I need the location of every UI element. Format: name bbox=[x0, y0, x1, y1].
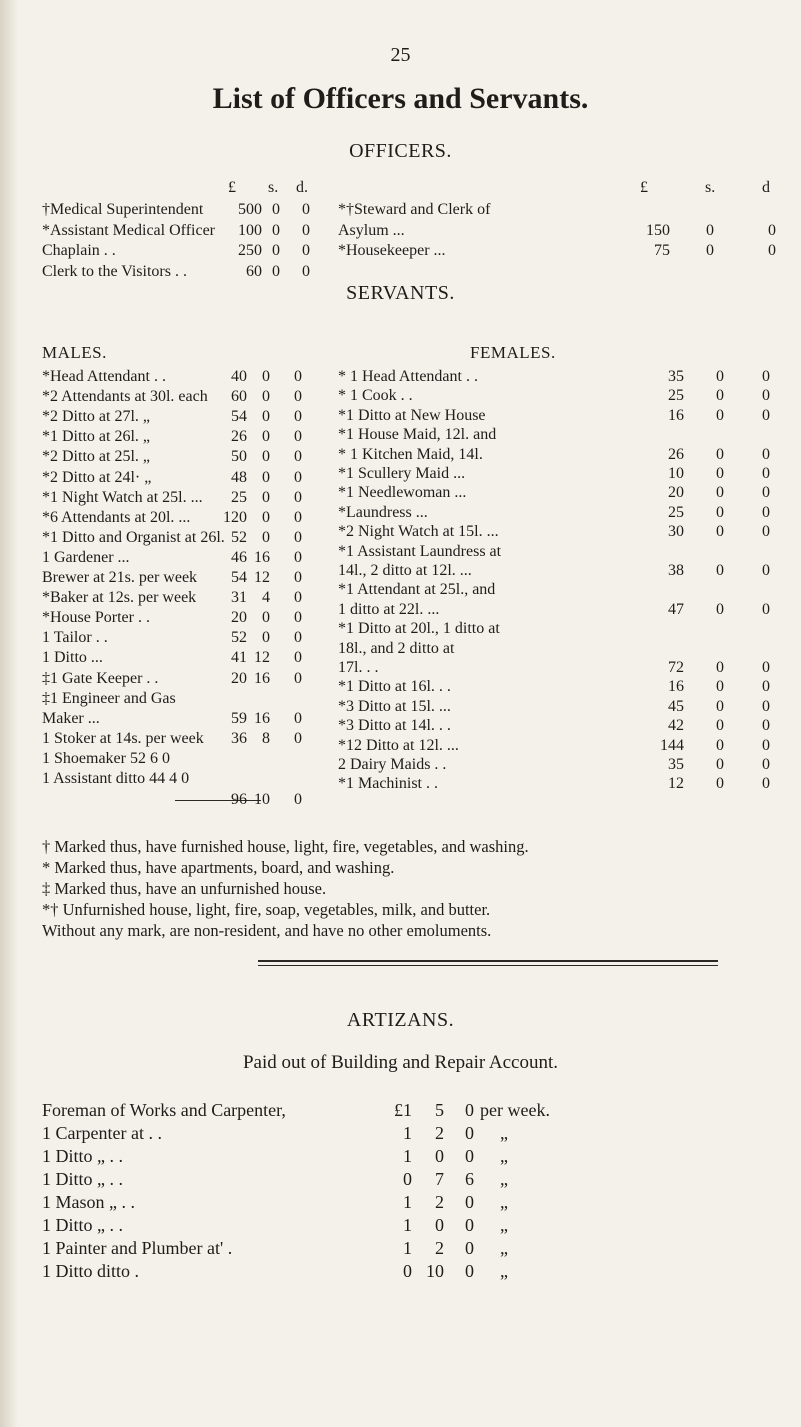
female-servant-row-pence: 0 bbox=[762, 717, 770, 735]
artizan-pence: 0 bbox=[465, 1238, 474, 1258]
female-servant-row-pence: 0 bbox=[762, 562, 770, 579]
footnote-line: Without any mark, are non-resident, and have no other emoluments. bbox=[42, 921, 492, 940]
females-heading: FEMALES. bbox=[470, 343, 556, 362]
artizan-pounds: 0 bbox=[403, 1169, 412, 1189]
officer-right-row-pounds: 150 bbox=[646, 221, 670, 239]
female-servant-row-name: *1 Ditto at New House bbox=[338, 406, 486, 424]
officer-right-row-name: Asylum ... bbox=[338, 221, 405, 239]
male-servant-row-pence: 0 bbox=[294, 729, 302, 747]
male-servant-row-name: 1 Stoker at 14s. per week bbox=[42, 729, 204, 747]
male-servant-row-pounds: 31 bbox=[231, 589, 247, 607]
officers-right-pound-header: £ bbox=[640, 179, 648, 196]
male-servant-row-pounds: 20 bbox=[231, 609, 247, 627]
male-servant-row-pence: 0 bbox=[294, 448, 302, 466]
female-servant-row-name: 17l. . . bbox=[338, 659, 379, 676]
officer-row-name: Clerk to the Visitors . . bbox=[42, 262, 187, 280]
female-servant-row-pounds: 26 bbox=[668, 445, 684, 463]
female-servant-row-pence: 0 bbox=[762, 659, 770, 676]
female-servant-row-shillings: 0 bbox=[716, 503, 724, 521]
male-servant-row-pounds: 120 bbox=[223, 508, 247, 526]
female-servant-row-pence: 0 bbox=[762, 523, 770, 541]
male-servant-row-pounds: 41 bbox=[231, 649, 247, 667]
artizan-name: Foreman of Works and Carpenter, bbox=[42, 1100, 286, 1120]
male-servant-row-shillings: 0 bbox=[262, 488, 270, 506]
male-servant-row-shillings: 4 bbox=[262, 589, 270, 607]
artizan-name: 1 Mason „ . . bbox=[42, 1192, 135, 1212]
officer-row-name: †Medical Superintendent bbox=[42, 201, 204, 218]
artizan-pence: 6 bbox=[465, 1169, 474, 1189]
artizan-shillings: 2 bbox=[435, 1192, 444, 1212]
female-servant-row-pence: 0 bbox=[762, 368, 770, 385]
page-number: 25 bbox=[390, 44, 411, 66]
artizan-name: 1 Ditto ditto . bbox=[42, 1261, 140, 1281]
officer-right-row-pounds: 75 bbox=[654, 242, 670, 259]
artizan-shillings: 10 bbox=[426, 1261, 444, 1281]
female-servant-row-shillings: 0 bbox=[716, 756, 724, 773]
male-servant-row-pence: 0 bbox=[294, 468, 302, 486]
artizan-unit: „ bbox=[500, 1215, 508, 1235]
officer-row-pounds: 100 bbox=[238, 221, 262, 239]
male-servant-row-pence: 0 bbox=[294, 548, 302, 566]
female-servant-row-pounds: 25 bbox=[668, 503, 684, 521]
female-servant-row-pounds: 42 bbox=[668, 717, 684, 735]
female-servant-row-pounds: 35 bbox=[668, 368, 684, 385]
female-servant-row-pence: 0 bbox=[762, 445, 770, 463]
male-servant-row-name: *Head Attendant . . bbox=[42, 368, 166, 385]
artizan-name: 1 Painter and Plumber at' . bbox=[42, 1238, 233, 1258]
artizan-shillings: 2 bbox=[435, 1238, 444, 1258]
artizan-pence: 0 bbox=[465, 1192, 474, 1212]
male-servant-row-name: *2 Ditto at 25l. „ bbox=[42, 448, 150, 466]
officer-row-pence: 0 bbox=[302, 262, 310, 280]
officer-right-row-shillings: 0 bbox=[706, 242, 714, 259]
female-servant-row-name: *3 Ditto at 15l. ... bbox=[338, 697, 451, 715]
page-title: List of Officers and Servants. bbox=[212, 82, 589, 115]
male-servant-row-name: 1 Ditto ... bbox=[42, 649, 103, 667]
artizan-name: 1 Ditto „ . . bbox=[42, 1215, 123, 1235]
female-servant-row-name: *1 Scullery Maid ... bbox=[338, 465, 466, 482]
male-servant-row-pence: 0 bbox=[294, 528, 302, 546]
female-servant-row-name: * 1 Cook . . bbox=[338, 387, 413, 405]
male-servant-row-pounds: 48 bbox=[231, 468, 247, 486]
officers-shilling-header: s. bbox=[268, 179, 279, 196]
officer-right-row-pence: 0 bbox=[768, 221, 776, 239]
artizan-unit: „ bbox=[500, 1238, 508, 1258]
female-servant-row-name: *1 Machinist . . bbox=[338, 775, 438, 793]
artizan-unit: „ bbox=[500, 1123, 508, 1143]
artizan-pounds: 1 bbox=[403, 1238, 412, 1258]
female-servant-row-pence: 0 bbox=[762, 484, 770, 502]
male-servant-row-pence: 0 bbox=[294, 408, 302, 426]
male-servant-row-shillings: 0 bbox=[262, 368, 270, 385]
female-servant-row-shillings: 0 bbox=[716, 600, 724, 618]
officer-right-row-name: *†Steward and Clerk of bbox=[338, 201, 491, 218]
male-servant-row-shillings: 16 bbox=[254, 669, 270, 687]
male-servant-row-pounds: 52 bbox=[231, 629, 247, 647]
footnote-line: ‡ Marked thus, have an unfurnished house. bbox=[42, 879, 327, 898]
female-servant-row-pounds: 20 bbox=[668, 484, 684, 502]
male-servant-row-name: 1 Assistant ditto 44 4 0 bbox=[42, 770, 190, 787]
officer-row-pence: 0 bbox=[302, 221, 310, 239]
female-servant-row-pounds: 12 bbox=[668, 775, 684, 793]
male-servant-row-name: *1 Night Watch at 25l. ... bbox=[42, 488, 203, 506]
artizan-pounds: 1 bbox=[403, 1215, 412, 1235]
male-servant-row-pounds: 52 bbox=[231, 528, 247, 546]
male-servant-row-shillings: 12 bbox=[254, 649, 270, 667]
female-servant-row-name: 18l., and 2 ditto at bbox=[338, 639, 455, 657]
female-servant-row-shillings: 0 bbox=[716, 736, 724, 754]
male-servant-row-name: Brewer at 21s. per week bbox=[42, 569, 198, 586]
male-servant-row-pence: 0 bbox=[294, 649, 302, 667]
female-servant-row-shillings: 0 bbox=[716, 775, 724, 793]
artizan-pounds: 1 bbox=[403, 1192, 412, 1212]
male-servant-row-shillings: 0 bbox=[262, 468, 270, 486]
officer-row-shillings: 0 bbox=[272, 201, 280, 218]
male-servant-row-pounds: 50 bbox=[231, 448, 247, 466]
male-servant-row-shillings: 0 bbox=[262, 428, 270, 446]
officers-heading: OFFICERS. bbox=[349, 140, 452, 162]
female-servant-row-shillings: 0 bbox=[716, 562, 724, 579]
artizan-pounds: £1 bbox=[394, 1100, 412, 1120]
artizan-shillings: 7 bbox=[435, 1169, 444, 1189]
female-servant-row-shillings: 0 bbox=[716, 406, 724, 424]
artizan-pence: 0 bbox=[465, 1261, 474, 1281]
female-servant-row-pounds: 47 bbox=[668, 600, 684, 618]
artizan-unit: per week. bbox=[480, 1100, 550, 1120]
male-servant-row-pence: 0 bbox=[294, 609, 302, 627]
female-servant-row-pence: 0 bbox=[762, 678, 770, 696]
officer-row-pounds: 60 bbox=[246, 262, 262, 280]
male-servant-row-name: *1 Ditto at 26l. „ bbox=[42, 428, 150, 446]
artizan-unit: „ bbox=[500, 1169, 508, 1189]
double-rule-top bbox=[258, 960, 718, 962]
male-servant-row-pence: 0 bbox=[294, 508, 302, 526]
officer-row-shillings: 0 bbox=[272, 242, 280, 259]
artizan-unit: „ bbox=[500, 1192, 508, 1212]
artizan-shillings: 5 bbox=[435, 1100, 444, 1120]
female-servant-row-shillings: 0 bbox=[716, 717, 724, 735]
male-servant-row-pounds: 59 bbox=[231, 709, 247, 727]
female-servant-row-shillings: 0 bbox=[716, 484, 724, 502]
officer-right-row-name: *Housekeeper ... bbox=[338, 242, 446, 259]
female-servant-row-shillings: 0 bbox=[716, 523, 724, 541]
female-servant-row-name: * 1 Head Attendant . . bbox=[338, 368, 478, 385]
artizan-pounds: 1 bbox=[403, 1123, 412, 1143]
female-servant-row-pence: 0 bbox=[762, 387, 770, 405]
female-servant-row-pounds: 144 bbox=[660, 736, 684, 754]
female-servant-row-name: *1 Attendant at 25l., and bbox=[338, 581, 496, 599]
male-servant-row-pence: 0 bbox=[294, 569, 302, 586]
male-servant-row-shillings: 12 bbox=[254, 569, 270, 586]
female-servant-row-name: * 1 Kitchen Maid, 14l. bbox=[338, 445, 483, 463]
male-servant-row-pounds: 20 bbox=[231, 669, 247, 687]
male-servant-row-pence: 0 bbox=[294, 709, 302, 727]
male-servant-row-pence: 0 bbox=[294, 428, 302, 446]
female-servant-row-shillings: 0 bbox=[716, 659, 724, 676]
female-servant-row-pence: 0 bbox=[762, 465, 770, 482]
female-servant-row-shillings: 0 bbox=[716, 387, 724, 405]
female-servant-row-pounds: 38 bbox=[668, 562, 684, 579]
male-servant-row-pounds: 36 bbox=[231, 729, 247, 747]
officer-row-pounds: 500 bbox=[238, 201, 262, 218]
male-servant-row-pence: 0 bbox=[294, 388, 302, 406]
female-servant-row-pounds: 72 bbox=[668, 659, 684, 676]
males-heading: MALES. bbox=[42, 343, 107, 362]
male-servant-row-name: 1 Shoemaker 52 6 0 bbox=[42, 749, 170, 767]
female-servant-row-name: *1 Needlewoman ... bbox=[338, 484, 467, 502]
officers-pound-header: £ bbox=[228, 179, 236, 196]
female-servant-row-name: *12 Ditto at 12l. ... bbox=[338, 736, 459, 754]
male-servant-row-name: *2 Attendants at 30l. each bbox=[42, 388, 208, 406]
female-servant-row-name: *Laundress ... bbox=[338, 503, 428, 521]
female-servant-row-shillings: 0 bbox=[716, 465, 724, 482]
female-servant-row-pence: 0 bbox=[762, 697, 770, 715]
artizan-name: 1 Ditto „ . . bbox=[42, 1146, 123, 1166]
officer-row-pounds: 250 bbox=[238, 242, 262, 259]
officer-right-row-pence: 0 bbox=[768, 242, 776, 259]
artizan-pence: 0 bbox=[465, 1146, 474, 1166]
female-servant-row-name: 1 ditto at 22l. ... bbox=[338, 600, 440, 618]
officer-row-name: Chaplain . . bbox=[42, 242, 116, 259]
female-servant-row-shillings: 0 bbox=[716, 368, 724, 385]
footnote-line: *† Unfurnished house, light, fire, soap, vegetables, milk, and butter. bbox=[42, 900, 491, 919]
female-servant-row-pence: 0 bbox=[762, 503, 770, 521]
artizan-shillings: 0 bbox=[435, 1215, 444, 1235]
footnote-line: * Marked thus, have apartments, board, and washing. bbox=[42, 858, 395, 877]
footnote-line: † Marked thus, have furnished house, light, fire, vegetables, and washing. bbox=[42, 837, 529, 856]
officer-row-name: *Assistant Medical Officer bbox=[42, 221, 215, 239]
male-servant-row-name: *1 Ditto and Organist at 26l. bbox=[42, 528, 225, 546]
males-total-shillings: 10 bbox=[254, 791, 270, 808]
artizans-subheading: Paid out of Building and Repair Account. bbox=[242, 1052, 559, 1073]
male-servant-row-name: *Baker at 12s. per week bbox=[42, 589, 197, 607]
officer-row-shillings: 0 bbox=[272, 221, 280, 239]
female-servant-row-shillings: 0 bbox=[716, 678, 724, 696]
male-servant-row-shillings: 0 bbox=[262, 528, 270, 546]
male-servant-row-pence: 0 bbox=[294, 629, 302, 647]
male-servant-row-pence: 0 bbox=[294, 488, 302, 506]
male-servant-row-name: *2 Ditto at 27l. „ bbox=[42, 408, 150, 426]
male-servant-row-name: Maker ... bbox=[42, 709, 100, 727]
male-servant-row-shillings: 0 bbox=[262, 629, 270, 647]
female-servant-row-pounds: 45 bbox=[668, 697, 684, 715]
officer-row-pence: 0 bbox=[302, 242, 310, 259]
scan-edge-shadow bbox=[0, 0, 18, 1427]
male-servant-row-shillings: 0 bbox=[262, 408, 270, 426]
female-servant-row-pounds: 35 bbox=[668, 756, 684, 773]
female-servant-row-name: 14l., 2 ditto at 12l. ... bbox=[338, 562, 472, 579]
male-servant-row-pence: 0 bbox=[294, 669, 302, 687]
artizans-heading: ARTIZANS. bbox=[346, 1009, 455, 1031]
female-servant-row-pence: 0 bbox=[762, 736, 770, 754]
female-servant-row-name: *1 Ditto at 16l. . . bbox=[338, 678, 451, 696]
servants-heading: SERVANTS. bbox=[346, 282, 455, 304]
artizan-name: 1 Ditto „ . . bbox=[42, 1169, 123, 1189]
officer-row-shillings: 0 bbox=[272, 262, 280, 280]
male-servant-row-pounds: 40 bbox=[231, 368, 247, 385]
male-servant-row-name: 1 Gardener ... bbox=[42, 548, 130, 566]
artizan-shillings: 0 bbox=[435, 1146, 444, 1166]
female-servant-row-shillings: 0 bbox=[716, 445, 724, 463]
female-servant-row-pounds: 30 bbox=[668, 523, 684, 541]
officer-row-pence: 0 bbox=[302, 201, 310, 218]
male-servant-row-name: ‡1 Gate Keeper . . bbox=[42, 669, 159, 687]
officers-right-pence-header: d bbox=[762, 179, 770, 196]
males-total-pence: 0 bbox=[294, 791, 302, 808]
artizan-pounds: 0 bbox=[403, 1261, 412, 1281]
female-servant-row-name: *1 Ditto at 20l., 1 ditto at bbox=[338, 620, 500, 638]
artizan-pence: 0 bbox=[465, 1100, 474, 1120]
female-servant-row-pounds: 25 bbox=[668, 387, 684, 405]
artizan-pence: 0 bbox=[465, 1215, 474, 1235]
officers-right-shilling-header: s. bbox=[705, 179, 716, 196]
female-servant-row-pence: 0 bbox=[762, 775, 770, 793]
female-servant-row-name: 2 Dairy Maids . . bbox=[338, 756, 447, 773]
double-rule-bottom bbox=[258, 965, 718, 966]
male-servant-row-pounds: 54 bbox=[231, 569, 247, 586]
male-servant-row-name: *House Porter . . bbox=[42, 609, 150, 627]
artizan-unit: „ bbox=[500, 1146, 508, 1166]
female-servant-row-pounds: 16 bbox=[668, 678, 684, 696]
male-servant-row-pounds: 60 bbox=[231, 388, 247, 406]
male-servant-row-pounds: 25 bbox=[231, 488, 247, 506]
male-servant-row-shillings: 0 bbox=[262, 388, 270, 406]
female-servant-row-pounds: 10 bbox=[668, 465, 684, 482]
officer-right-row-shillings: 0 bbox=[706, 221, 714, 239]
male-servant-row-shillings: 0 bbox=[262, 508, 270, 526]
female-servant-row-name: *1 House Maid, 12l. and bbox=[338, 426, 497, 444]
artizan-pence: 0 bbox=[465, 1123, 474, 1143]
male-servant-row-name: *2 Ditto at 24l· „ bbox=[42, 468, 152, 486]
male-servant-row-name: *6 Attendants at 20l. ... bbox=[42, 508, 191, 526]
male-servant-row-shillings: 16 bbox=[254, 548, 270, 566]
artizan-shillings: 2 bbox=[435, 1123, 444, 1143]
male-servant-row-shillings: 16 bbox=[254, 709, 270, 727]
male-servant-row-name: 1 Tailor . . bbox=[42, 629, 108, 647]
female-servant-row-pence: 0 bbox=[762, 406, 770, 424]
male-servant-row-pounds: 26 bbox=[231, 428, 247, 446]
male-servant-row-name: ‡1 Engineer and Gas bbox=[42, 689, 176, 707]
female-servant-row-pounds: 16 bbox=[668, 406, 684, 424]
males-total-pounds: 96 bbox=[231, 791, 247, 808]
female-servant-row-pence: 0 bbox=[762, 756, 770, 773]
female-servant-row-shillings: 0 bbox=[716, 697, 724, 715]
male-servant-row-pounds: 46 bbox=[231, 548, 247, 566]
male-servant-row-shillings: 0 bbox=[262, 609, 270, 627]
male-servant-row-shillings: 0 bbox=[262, 448, 270, 466]
female-servant-row-name: *1 Assistant Laundress at bbox=[338, 542, 502, 560]
artizan-pounds: 1 bbox=[403, 1146, 412, 1166]
male-servant-row-pence: 0 bbox=[294, 589, 302, 607]
officers-pence-header: d. bbox=[296, 179, 308, 196]
female-servant-row-name: *2 Night Watch at 15l. ... bbox=[338, 523, 499, 541]
male-servant-row-pence: 0 bbox=[294, 368, 302, 385]
male-servant-row-pounds: 54 bbox=[231, 408, 247, 426]
female-servant-row-name: *3 Ditto at 14l. . . bbox=[338, 717, 451, 735]
male-servant-row-shillings: 8 bbox=[262, 729, 270, 747]
female-servant-row-pence: 0 bbox=[762, 600, 770, 618]
artizan-unit: „ bbox=[500, 1261, 508, 1281]
artizan-name: 1 Carpenter at . . bbox=[42, 1123, 162, 1143]
